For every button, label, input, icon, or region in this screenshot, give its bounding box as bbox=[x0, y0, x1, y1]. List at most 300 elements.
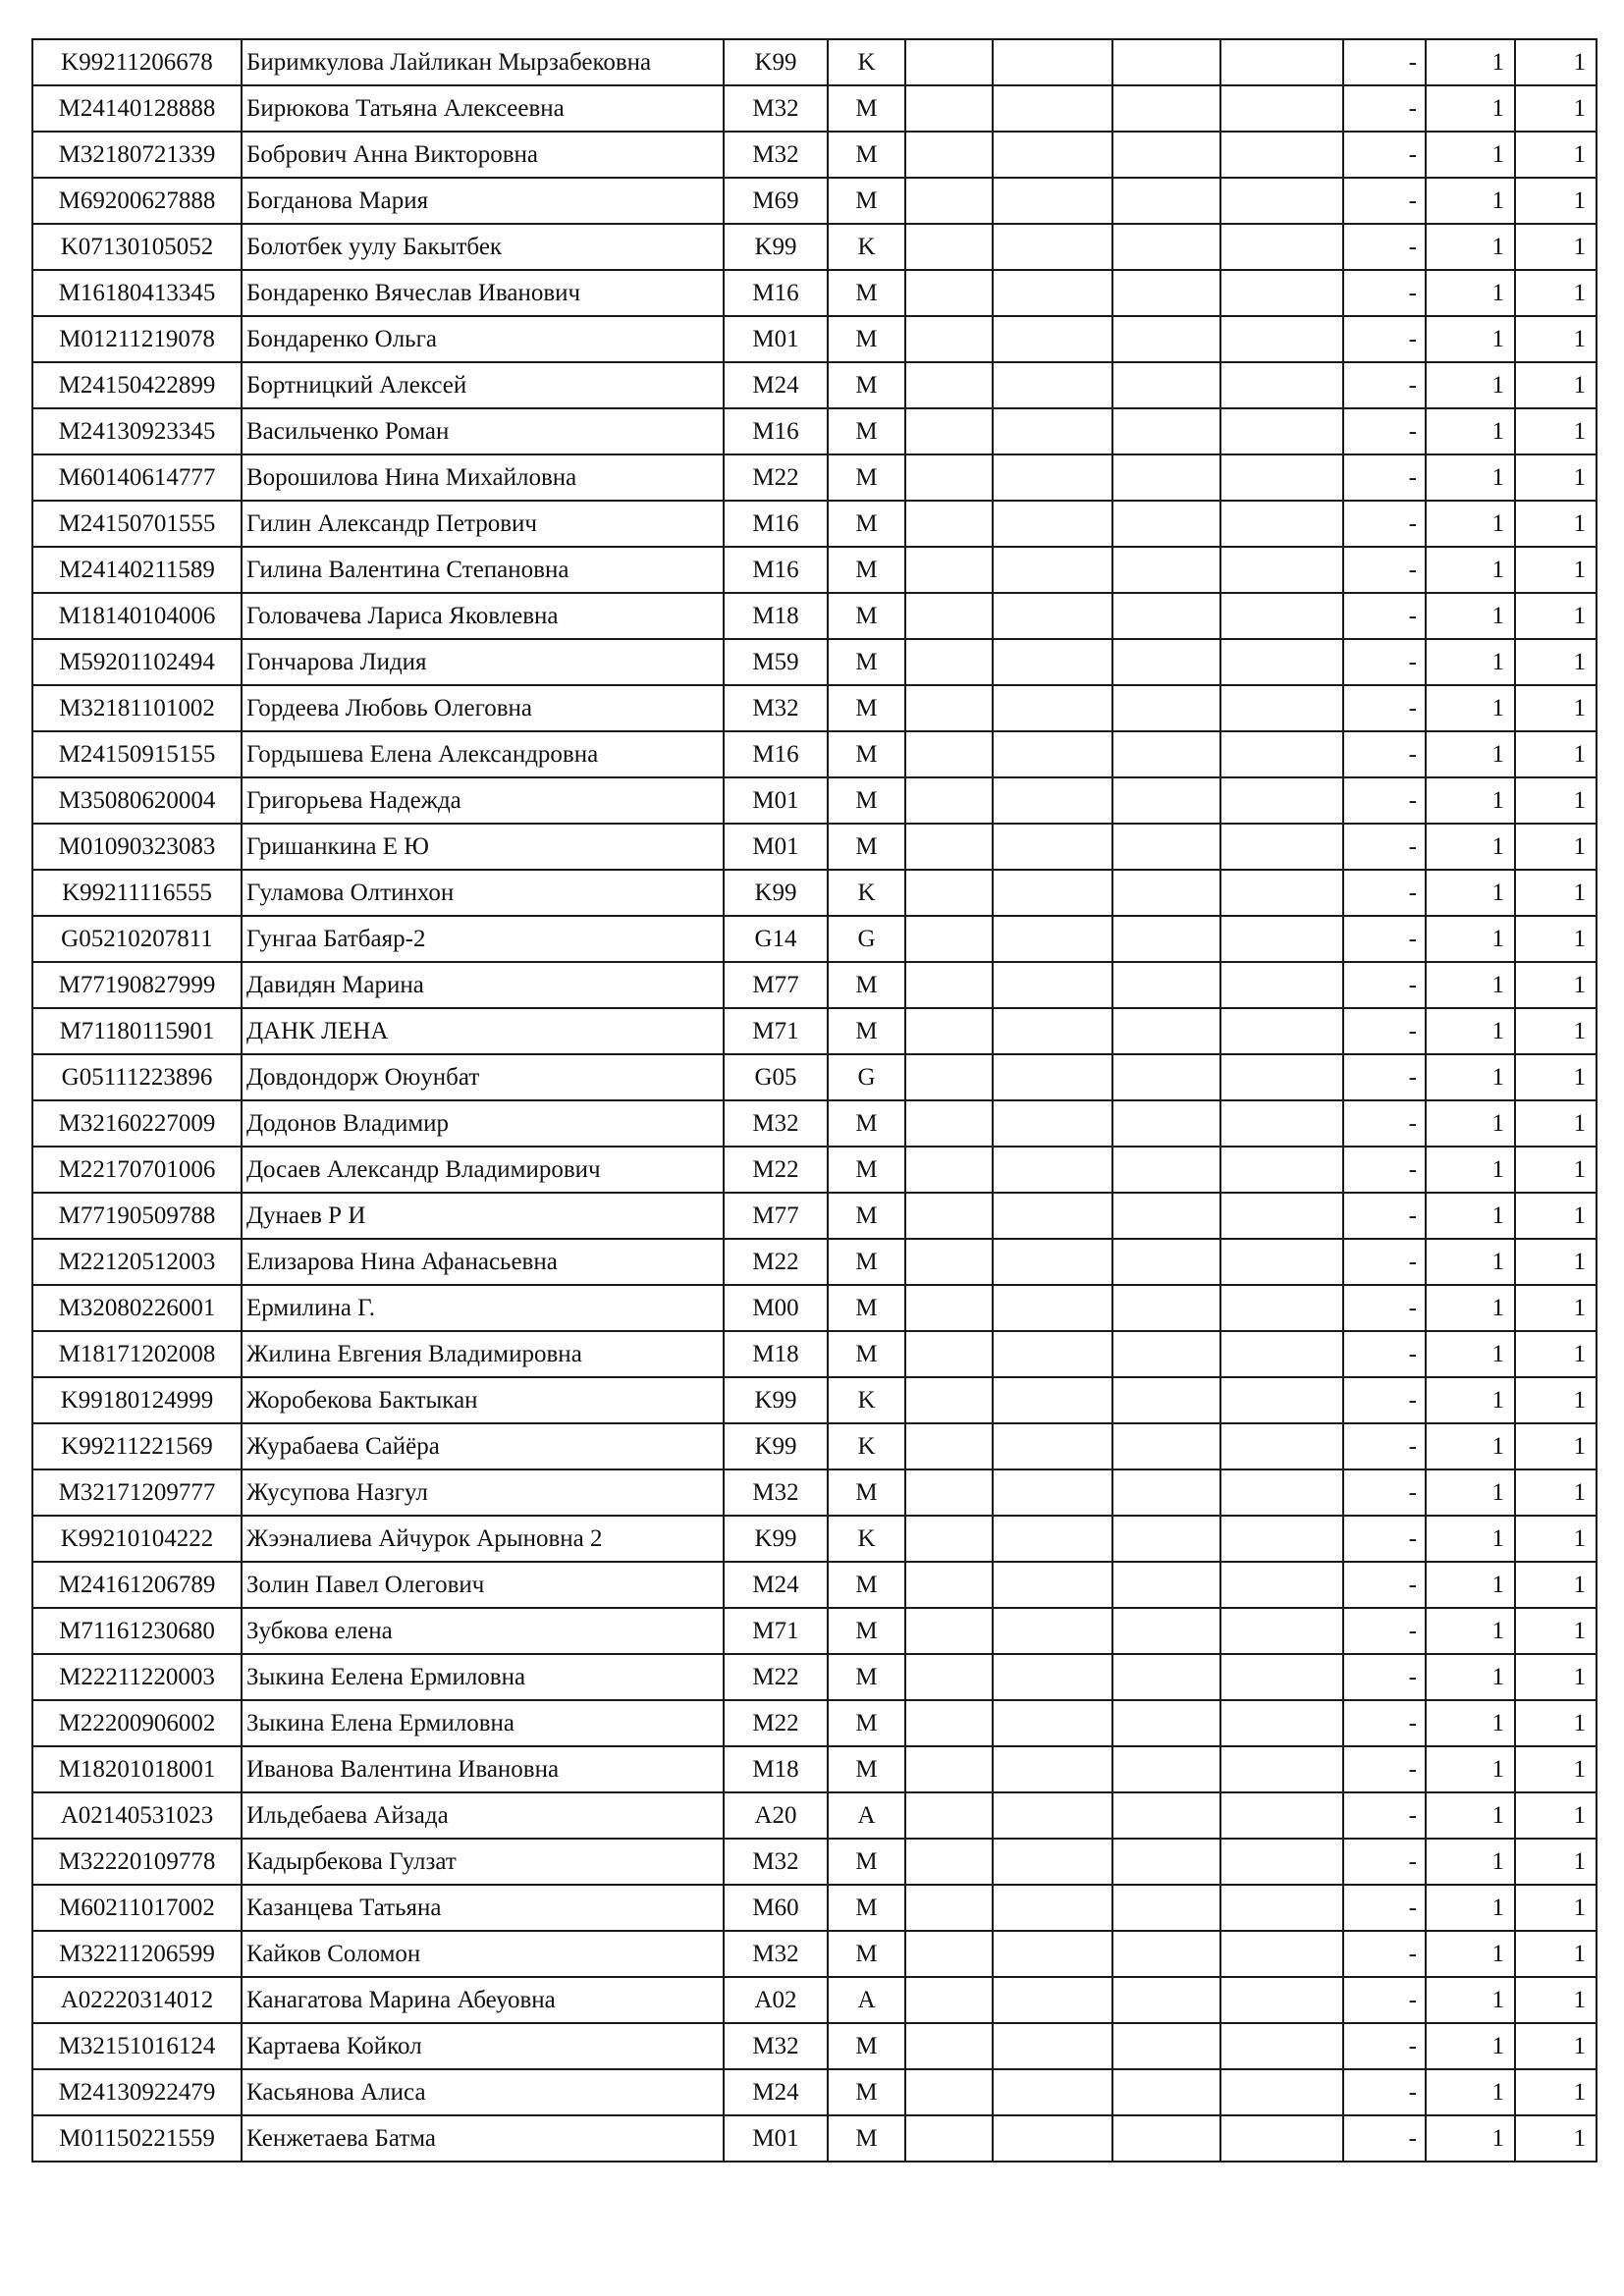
record-group: M59 bbox=[724, 639, 828, 685]
record-letter: M bbox=[828, 501, 905, 547]
empty-cell bbox=[1112, 777, 1220, 824]
record-letter: M bbox=[828, 1469, 905, 1516]
empty-cell bbox=[1112, 1839, 1220, 1885]
record-name: Гилин Александр Петрович bbox=[242, 501, 724, 547]
table-row bbox=[32, 1331, 1597, 1377]
record-letter: M bbox=[828, 408, 905, 454]
record-name: Гилина Валентина Степановна bbox=[242, 547, 724, 593]
record-name: Досаев Александр Владимирович bbox=[242, 1147, 724, 1193]
record-dash: - bbox=[1343, 1239, 1426, 1285]
empty-cell bbox=[993, 454, 1112, 501]
record-value-1: 1 bbox=[1426, 1977, 1515, 2023]
record-value-1: 1 bbox=[1426, 1423, 1515, 1469]
empty-cell bbox=[993, 777, 1112, 824]
record-code: M24140128888 bbox=[32, 85, 242, 132]
record-name: Зыкина Еелена Ермиловна bbox=[242, 1654, 724, 1700]
empty-cell bbox=[993, 1746, 1112, 1792]
record-name: Картаева Койкол bbox=[242, 2023, 724, 2069]
record-letter: M bbox=[828, 731, 905, 777]
empty-cell bbox=[993, 547, 1112, 593]
record-letter: M bbox=[828, 2069, 905, 2115]
record-dash: - bbox=[1343, 224, 1426, 270]
record-code: M32181101002 bbox=[32, 685, 242, 731]
empty-cell bbox=[905, 593, 993, 639]
empty-cell bbox=[1220, 454, 1343, 501]
table-row bbox=[32, 1977, 1597, 2023]
record-name: Давидян Марина bbox=[242, 962, 724, 1008]
record-value-1: 1 bbox=[1426, 916, 1515, 962]
record-code: M18140104006 bbox=[32, 593, 242, 639]
empty-cell bbox=[1112, 1654, 1220, 1700]
empty-cell bbox=[1112, 454, 1220, 501]
record-letter: M bbox=[828, 1700, 905, 1746]
empty-cell bbox=[1220, 1285, 1343, 1331]
record-value-2: 1 bbox=[1515, 85, 1597, 132]
record-letter: M bbox=[828, 824, 905, 870]
empty-cell bbox=[1112, 39, 1220, 85]
record-letter: M bbox=[828, 1100, 905, 1147]
empty-cell bbox=[993, 2069, 1112, 2115]
record-name: Додонов Владимир bbox=[242, 1100, 724, 1147]
empty-cell bbox=[993, 501, 1112, 547]
record-name: Бондаренко Вячеслав Иванович bbox=[242, 270, 724, 316]
record-group: K99 bbox=[724, 870, 828, 916]
record-value-2: 1 bbox=[1515, 362, 1597, 408]
empty-cell bbox=[993, 224, 1112, 270]
record-dash: - bbox=[1343, 501, 1426, 547]
empty-cell bbox=[905, 1516, 993, 1562]
record-value-1: 1 bbox=[1426, 316, 1515, 362]
record-value-1: 1 bbox=[1426, 1469, 1515, 1516]
empty-cell bbox=[1220, 962, 1343, 1008]
record-name: Дунаев Р И bbox=[242, 1193, 724, 1239]
empty-cell bbox=[993, 178, 1112, 224]
record-dash: - bbox=[1343, 132, 1426, 178]
empty-cell bbox=[1220, 316, 1343, 362]
empty-cell bbox=[1112, 224, 1220, 270]
record-code: K99210104222 bbox=[32, 1516, 242, 1562]
record-code: M32160227009 bbox=[32, 1100, 242, 1147]
table-row bbox=[32, 1239, 1597, 1285]
record-name: Канагатова Марина Абеуовна bbox=[242, 1977, 724, 2023]
record-name: Богданова Мария bbox=[242, 178, 724, 224]
record-value-2: 1 bbox=[1515, 547, 1597, 593]
empty-cell bbox=[1220, 824, 1343, 870]
record-value-2: 1 bbox=[1515, 1885, 1597, 1931]
empty-cell bbox=[1220, 270, 1343, 316]
empty-cell bbox=[1220, 1792, 1343, 1839]
empty-cell bbox=[905, 1700, 993, 1746]
table-row bbox=[32, 1792, 1597, 1839]
empty-cell bbox=[993, 1377, 1112, 1423]
record-letter: M bbox=[828, 685, 905, 731]
record-group: M01 bbox=[724, 316, 828, 362]
record-value-1: 1 bbox=[1426, 2069, 1515, 2115]
empty-cell bbox=[993, 1839, 1112, 1885]
record-name: Иванова Валентина Ивановна bbox=[242, 1746, 724, 1792]
empty-cell bbox=[1220, 1147, 1343, 1193]
record-code: M16180413345 bbox=[32, 270, 242, 316]
record-value-2: 1 bbox=[1515, 1562, 1597, 1608]
record-dash: - bbox=[1343, 685, 1426, 731]
empty-cell bbox=[1220, 501, 1343, 547]
record-value-1: 1 bbox=[1426, 824, 1515, 870]
table-row bbox=[32, 39, 1597, 85]
empty-cell bbox=[905, 1608, 993, 1654]
table-row bbox=[32, 2023, 1597, 2069]
record-value-2: 1 bbox=[1515, 1700, 1597, 1746]
record-dash: - bbox=[1343, 1100, 1426, 1147]
empty-cell bbox=[905, 547, 993, 593]
empty-cell bbox=[905, 362, 993, 408]
empty-cell bbox=[993, 1931, 1112, 1977]
empty-cell bbox=[905, 132, 993, 178]
record-name: Зыкина Елена Ермиловна bbox=[242, 1700, 724, 1746]
record-value-2: 1 bbox=[1515, 224, 1597, 270]
empty-cell bbox=[993, 1008, 1112, 1054]
record-letter: M bbox=[828, 1147, 905, 1193]
empty-cell bbox=[1112, 639, 1220, 685]
record-dash: - bbox=[1343, 777, 1426, 824]
record-value-1: 1 bbox=[1426, 39, 1515, 85]
record-dash: - bbox=[1343, 1977, 1426, 2023]
record-name: Ворошилова Нина Михайловна bbox=[242, 454, 724, 501]
record-dash: - bbox=[1343, 1931, 1426, 1977]
record-code: K99180124999 bbox=[32, 1377, 242, 1423]
empty-cell bbox=[993, 39, 1112, 85]
empty-cell bbox=[1112, 132, 1220, 178]
table-row bbox=[32, 685, 1597, 731]
empty-cell bbox=[993, 2023, 1112, 2069]
record-value-2: 1 bbox=[1515, 1377, 1597, 1423]
record-group: M16 bbox=[724, 731, 828, 777]
record-letter: M bbox=[828, 1562, 905, 1608]
empty-cell bbox=[993, 1977, 1112, 2023]
record-value-2: 1 bbox=[1515, 1239, 1597, 1285]
record-letter: M bbox=[828, 1608, 905, 1654]
empty-cell bbox=[1112, 1377, 1220, 1423]
empty-cell bbox=[1220, 1469, 1343, 1516]
record-group: M32 bbox=[724, 1469, 828, 1516]
record-value-1: 1 bbox=[1426, 1608, 1515, 1654]
record-value-1: 1 bbox=[1426, 1792, 1515, 1839]
record-letter: M bbox=[828, 1193, 905, 1239]
empty-cell bbox=[993, 685, 1112, 731]
record-value-1: 1 bbox=[1426, 270, 1515, 316]
record-group: M77 bbox=[724, 962, 828, 1008]
record-value-1: 1 bbox=[1426, 2115, 1515, 2162]
table-row bbox=[32, 824, 1597, 870]
record-code: A02220314012 bbox=[32, 1977, 242, 2023]
record-code: M60140614777 bbox=[32, 454, 242, 501]
record-value-2: 1 bbox=[1515, 501, 1597, 547]
empty-cell bbox=[905, 916, 993, 962]
empty-cell bbox=[1112, 2115, 1220, 2162]
record-value-1: 1 bbox=[1426, 2023, 1515, 2069]
table-row bbox=[32, 916, 1597, 962]
empty-cell bbox=[905, 1331, 993, 1377]
record-letter: M bbox=[828, 316, 905, 362]
empty-cell bbox=[905, 824, 993, 870]
empty-cell bbox=[1112, 1700, 1220, 1746]
record-code: M69200627888 bbox=[32, 178, 242, 224]
record-value-1: 1 bbox=[1426, 1700, 1515, 1746]
record-value-2: 1 bbox=[1515, 639, 1597, 685]
record-name: Васильченко Роман bbox=[242, 408, 724, 454]
record-dash: - bbox=[1343, 1423, 1426, 1469]
record-group: K99 bbox=[724, 1423, 828, 1469]
record-code: M22170701006 bbox=[32, 1147, 242, 1193]
record-code: M22120512003 bbox=[32, 1239, 242, 1285]
record-value-1: 1 bbox=[1426, 178, 1515, 224]
empty-cell bbox=[905, 501, 993, 547]
record-value-1: 1 bbox=[1426, 1100, 1515, 1147]
empty-cell bbox=[1220, 547, 1343, 593]
record-name: Жилина Евгения Владимировна bbox=[242, 1331, 724, 1377]
empty-cell bbox=[1220, 1331, 1343, 1377]
empty-cell bbox=[905, 85, 993, 132]
record-value-2: 1 bbox=[1515, 1100, 1597, 1147]
table-row bbox=[32, 1885, 1597, 1931]
empty-cell bbox=[1220, 224, 1343, 270]
record-letter: K bbox=[828, 39, 905, 85]
table-row bbox=[32, 1193, 1597, 1239]
record-letter: M bbox=[828, 1746, 905, 1792]
empty-cell bbox=[1112, 1008, 1220, 1054]
record-name: Бирюкова Татьяна Алексеевна bbox=[242, 85, 724, 132]
record-name: Бортницкий Алексей bbox=[242, 362, 724, 408]
record-code: M71180115901 bbox=[32, 1008, 242, 1054]
record-letter: K bbox=[828, 1516, 905, 1562]
records-table bbox=[31, 38, 1597, 2163]
empty-cell bbox=[1112, 1469, 1220, 1516]
empty-cell bbox=[1220, 1700, 1343, 1746]
empty-cell bbox=[993, 1562, 1112, 1608]
record-name: Биримкулова Лайликан Мырзабековна bbox=[242, 39, 724, 85]
record-code: M59201102494 bbox=[32, 639, 242, 685]
empty-cell bbox=[1220, 777, 1343, 824]
record-code: M01211219078 bbox=[32, 316, 242, 362]
record-group: K99 bbox=[724, 39, 828, 85]
record-dash: - bbox=[1343, 1562, 1426, 1608]
record-dash: - bbox=[1343, 639, 1426, 685]
record-group: M24 bbox=[724, 2069, 828, 2115]
record-letter: M bbox=[828, 547, 905, 593]
empty-cell bbox=[905, 2115, 993, 2162]
table-row bbox=[32, 962, 1597, 1008]
empty-cell bbox=[1112, 962, 1220, 1008]
record-value-1: 1 bbox=[1426, 1839, 1515, 1885]
record-group: M01 bbox=[724, 2115, 828, 2162]
table-row bbox=[32, 1700, 1597, 1746]
table-row bbox=[32, 870, 1597, 916]
record-code: M32171209777 bbox=[32, 1469, 242, 1516]
empty-cell bbox=[993, 85, 1112, 132]
table-row bbox=[32, 731, 1597, 777]
record-value-1: 1 bbox=[1426, 547, 1515, 593]
empty-cell bbox=[1112, 2023, 1220, 2069]
empty-cell bbox=[993, 1423, 1112, 1469]
record-group: M32 bbox=[724, 2023, 828, 2069]
record-letter: M bbox=[828, 270, 905, 316]
table-row bbox=[32, 1423, 1597, 1469]
record-dash: - bbox=[1343, 731, 1426, 777]
empty-cell bbox=[905, 1008, 993, 1054]
empty-cell bbox=[1220, 1885, 1343, 1931]
record-group: M22 bbox=[724, 1147, 828, 1193]
record-code: M77190509788 bbox=[32, 1193, 242, 1239]
empty-cell bbox=[1112, 501, 1220, 547]
empty-cell bbox=[1220, 39, 1343, 85]
empty-cell bbox=[993, 132, 1112, 178]
table-row bbox=[32, 178, 1597, 224]
record-dash: - bbox=[1343, 39, 1426, 85]
table-row bbox=[32, 1100, 1597, 1147]
record-name: Кенжетаева Батма bbox=[242, 2115, 724, 2162]
record-value-1: 1 bbox=[1426, 1377, 1515, 1423]
record-dash: - bbox=[1343, 916, 1426, 962]
record-code: K99211206678 bbox=[32, 39, 242, 85]
record-group: M22 bbox=[724, 1239, 828, 1285]
record-value-2: 1 bbox=[1515, 454, 1597, 501]
record-group: M71 bbox=[724, 1608, 828, 1654]
record-dash: - bbox=[1343, 1193, 1426, 1239]
record-dash: - bbox=[1343, 85, 1426, 132]
empty-cell bbox=[1220, 362, 1343, 408]
record-value-2: 1 bbox=[1515, 824, 1597, 870]
table-row bbox=[32, 362, 1597, 408]
empty-cell bbox=[993, 1700, 1112, 1746]
record-dash: - bbox=[1343, 1608, 1426, 1654]
empty-cell bbox=[1112, 824, 1220, 870]
empty-cell bbox=[905, 1469, 993, 1516]
empty-cell bbox=[905, 1100, 993, 1147]
record-code: M18171202008 bbox=[32, 1331, 242, 1377]
record-group: M24 bbox=[724, 362, 828, 408]
table-row bbox=[32, 547, 1597, 593]
empty-cell bbox=[1112, 731, 1220, 777]
record-dash: - bbox=[1343, 1839, 1426, 1885]
record-name: Золин Павел Олегович bbox=[242, 1562, 724, 1608]
record-letter: M bbox=[828, 85, 905, 132]
record-group: K99 bbox=[724, 1516, 828, 1562]
record-letter: M bbox=[828, 1654, 905, 1700]
record-group: K99 bbox=[724, 1377, 828, 1423]
empty-cell bbox=[1220, 1562, 1343, 1608]
record-dash: - bbox=[1343, 1285, 1426, 1331]
empty-cell bbox=[905, 1885, 993, 1931]
empty-cell bbox=[993, 1516, 1112, 1562]
record-letter: M bbox=[828, 362, 905, 408]
empty-cell bbox=[1220, 1239, 1343, 1285]
empty-cell bbox=[1220, 1054, 1343, 1100]
record-group: A20 bbox=[724, 1792, 828, 1839]
record-dash: - bbox=[1343, 962, 1426, 1008]
record-group: M00 bbox=[724, 1285, 828, 1331]
record-dash: - bbox=[1343, 824, 1426, 870]
empty-cell bbox=[905, 1931, 993, 1977]
record-value-2: 1 bbox=[1515, 2069, 1597, 2115]
table-row bbox=[32, 1377, 1597, 1423]
record-code: M32211206599 bbox=[32, 1931, 242, 1977]
empty-cell bbox=[1220, 2023, 1343, 2069]
record-dash: - bbox=[1343, 1008, 1426, 1054]
record-value-2: 1 bbox=[1515, 1054, 1597, 1100]
empty-cell bbox=[1220, 870, 1343, 916]
record-name: Гришанкина Е Ю bbox=[242, 824, 724, 870]
record-code: M32151016124 bbox=[32, 2023, 242, 2069]
record-group: M22 bbox=[724, 454, 828, 501]
empty-cell bbox=[905, 270, 993, 316]
record-name: Гордышева Елена Александровна bbox=[242, 731, 724, 777]
empty-cell bbox=[993, 916, 1112, 962]
record-name: ДАНК ЛЕНА bbox=[242, 1008, 724, 1054]
record-dash: - bbox=[1343, 1516, 1426, 1562]
record-group: K99 bbox=[724, 224, 828, 270]
record-name: Жоробекова Бактыкан bbox=[242, 1377, 724, 1423]
empty-cell bbox=[1220, 132, 1343, 178]
record-value-2: 1 bbox=[1515, 39, 1597, 85]
empty-cell bbox=[1112, 1239, 1220, 1285]
empty-cell bbox=[993, 1885, 1112, 1931]
empty-cell bbox=[1220, 408, 1343, 454]
empty-cell bbox=[993, 1054, 1112, 1100]
record-code: M22211220003 bbox=[32, 1654, 242, 1700]
table-row bbox=[32, 408, 1597, 454]
empty-cell bbox=[1220, 1608, 1343, 1654]
record-value-1: 1 bbox=[1426, 1193, 1515, 1239]
empty-cell bbox=[1220, 639, 1343, 685]
empty-cell bbox=[905, 1423, 993, 1469]
record-letter: M bbox=[828, 1839, 905, 1885]
empty-cell bbox=[993, 870, 1112, 916]
record-code: M24161206789 bbox=[32, 1562, 242, 1608]
record-letter: M bbox=[828, 1239, 905, 1285]
table-row bbox=[32, 2115, 1597, 2162]
record-value-1: 1 bbox=[1426, 639, 1515, 685]
record-value-1: 1 bbox=[1426, 962, 1515, 1008]
empty-cell bbox=[1220, 85, 1343, 132]
record-name: Казанцева Татьяна bbox=[242, 1885, 724, 1931]
record-dash: - bbox=[1343, 1054, 1426, 1100]
record-group: M18 bbox=[724, 1331, 828, 1377]
record-letter: G bbox=[828, 916, 905, 962]
record-group: G14 bbox=[724, 916, 828, 962]
record-dash: - bbox=[1343, 1147, 1426, 1193]
empty-cell bbox=[1112, 270, 1220, 316]
record-value-2: 1 bbox=[1515, 777, 1597, 824]
record-code: M24140211589 bbox=[32, 547, 242, 593]
record-letter: M bbox=[828, 2023, 905, 2069]
table-row bbox=[32, 1562, 1597, 1608]
record-letter: K bbox=[828, 870, 905, 916]
record-value-1: 1 bbox=[1426, 1516, 1515, 1562]
record-code: M60211017002 bbox=[32, 1885, 242, 1931]
record-name: Гунгаа Батбаяр-2 bbox=[242, 916, 724, 962]
records-table-body bbox=[32, 39, 1597, 2162]
record-group: M32 bbox=[724, 1839, 828, 1885]
empty-cell bbox=[1112, 593, 1220, 639]
record-value-1: 1 bbox=[1426, 408, 1515, 454]
table-row bbox=[32, 1469, 1597, 1516]
empty-cell bbox=[1112, 1885, 1220, 1931]
empty-cell bbox=[1220, 1377, 1343, 1423]
table-row bbox=[32, 593, 1597, 639]
empty-cell bbox=[1220, 2115, 1343, 2162]
record-value-2: 1 bbox=[1515, 132, 1597, 178]
empty-cell bbox=[1220, 1931, 1343, 1977]
record-value-2: 1 bbox=[1515, 408, 1597, 454]
